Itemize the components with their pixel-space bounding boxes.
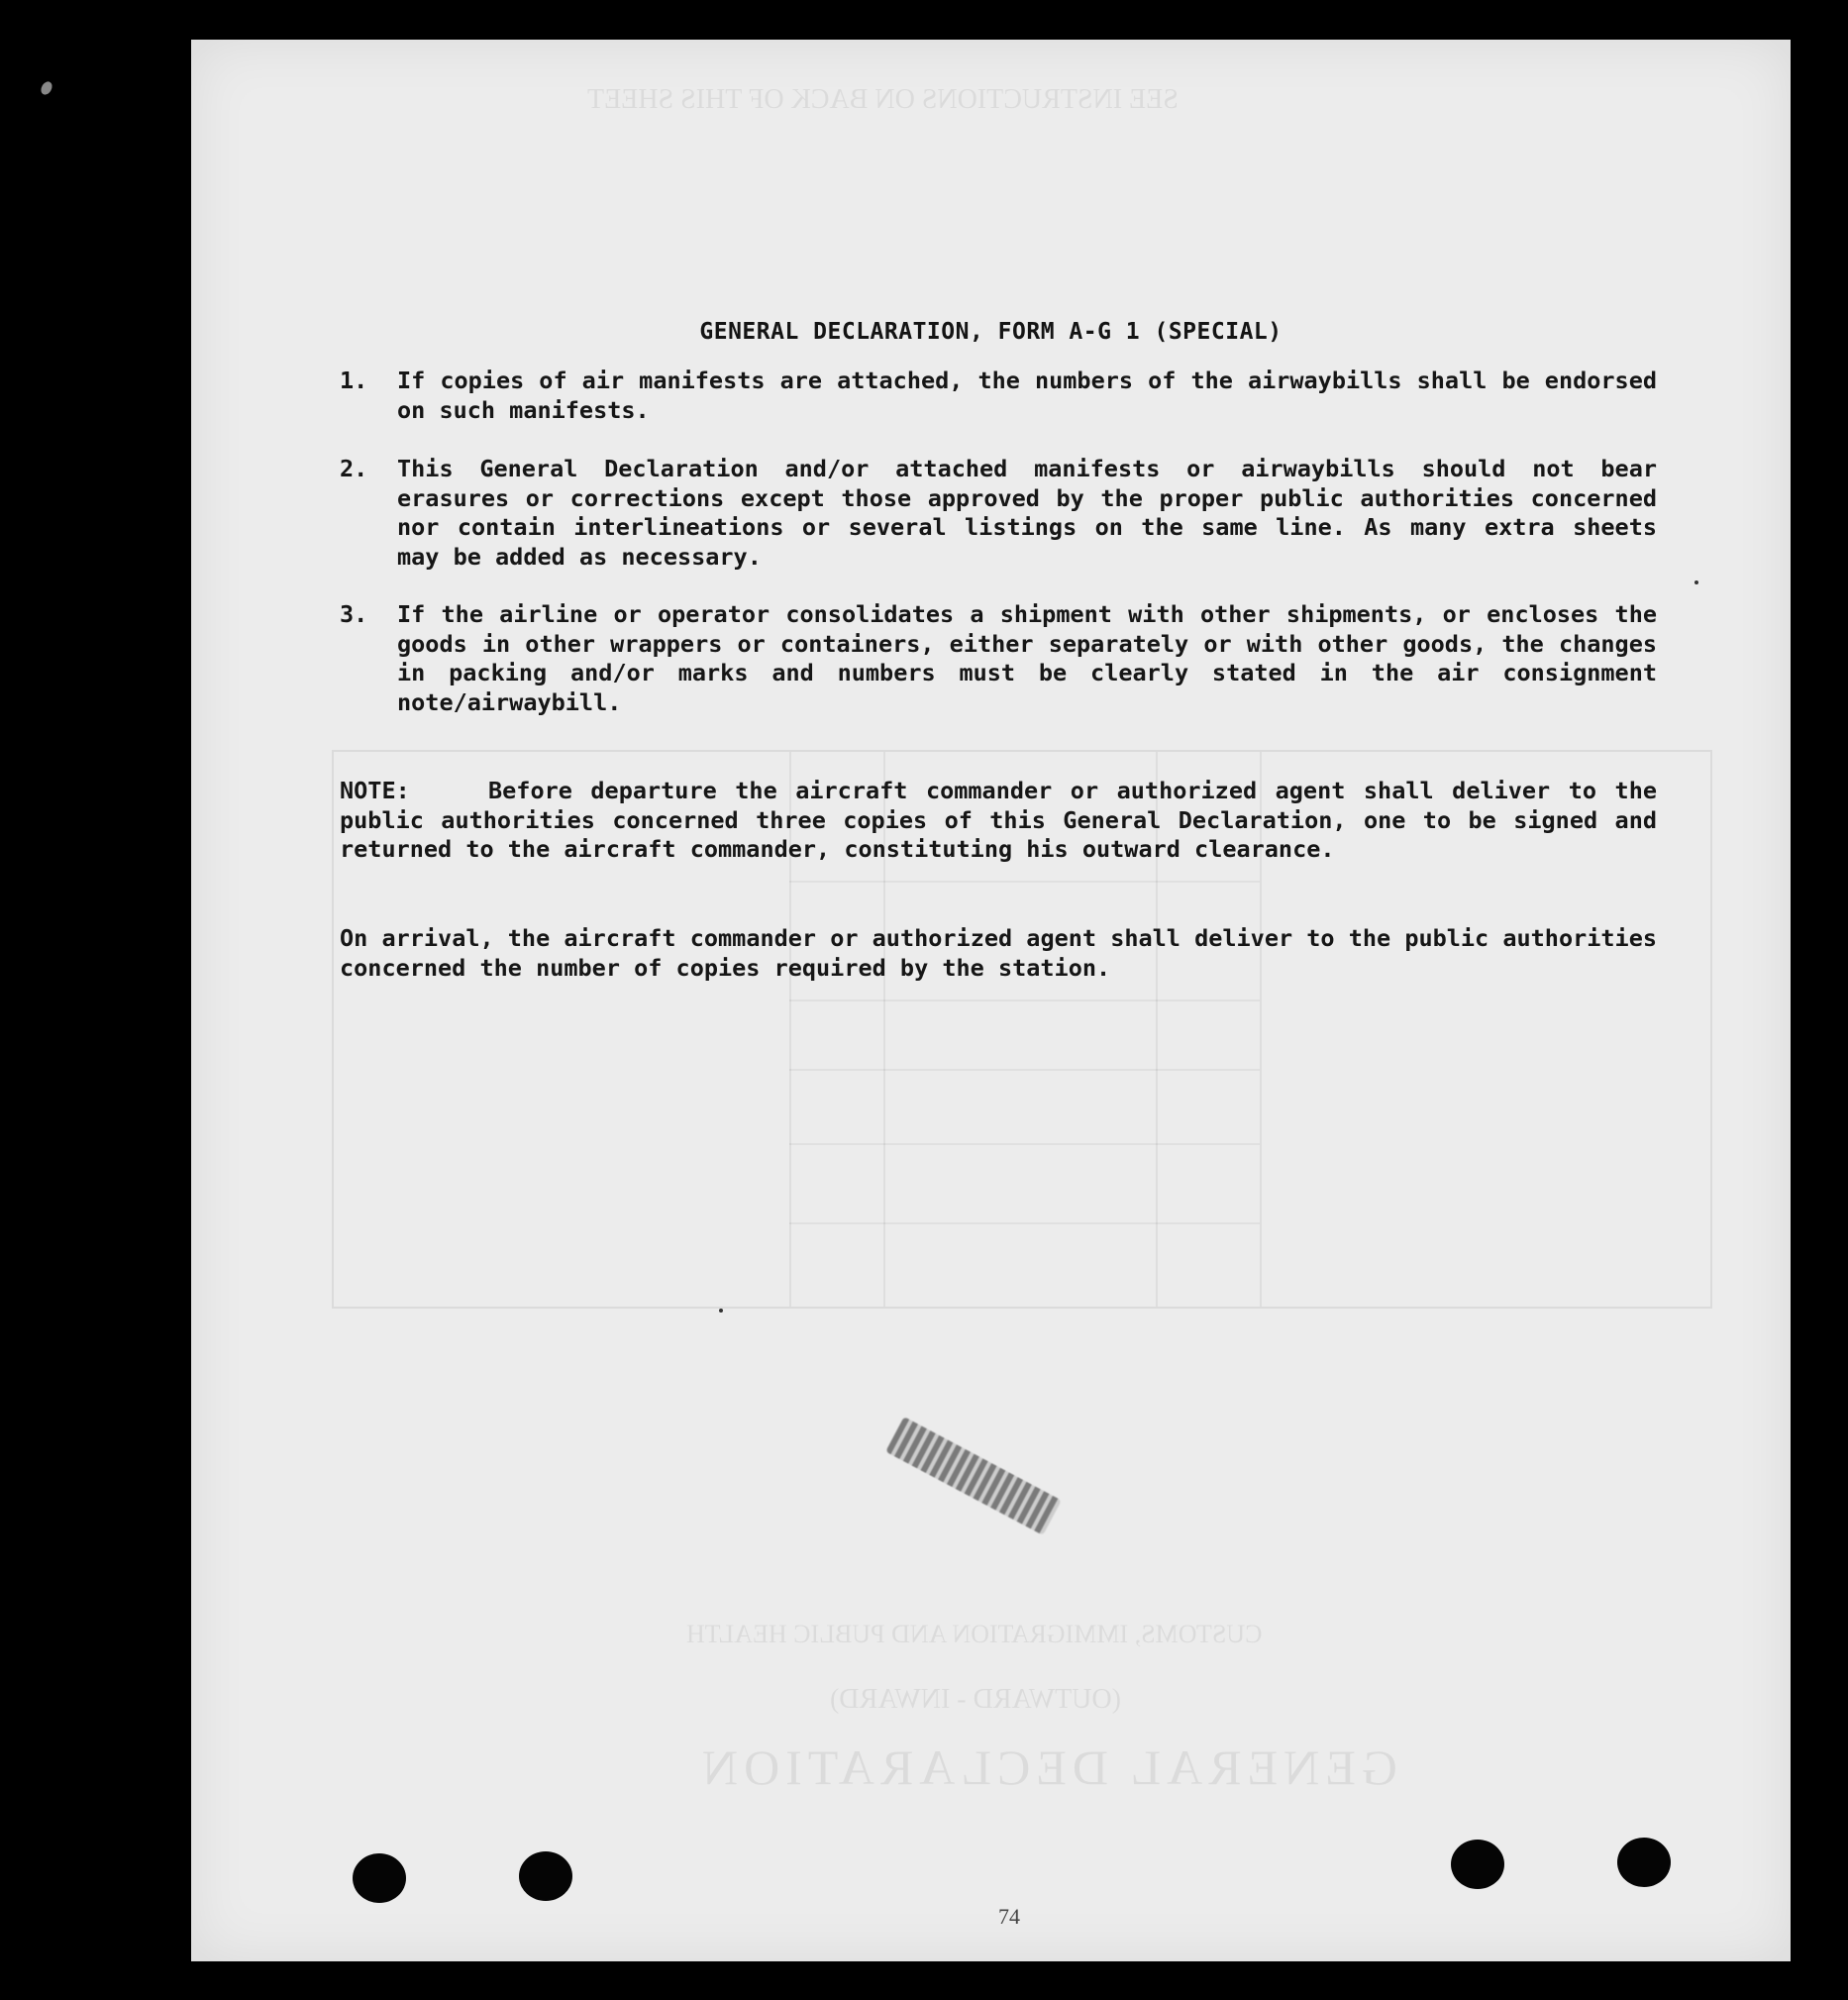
ghost-heading: GENERAL DECLARATION [696,1739,1397,1795]
item-text: This General Declaration and/or attached manifests or airwaybills should not bear erasures or corrections except those approved by the proper public authorities concerned nor contain interlineations or several listings on the same line. As many extra sheets may be added as necessary. [397,455,1657,571]
ghost-top-banner: SEE INSTRUCTIONS ON BACK OF THIS SHEET [587,84,1179,115]
item-number: 3. [340,600,368,628]
ghost-subheading: (OUTWARD - INWARD) [830,1684,1121,1715]
punch-hole [353,1853,406,1903]
punch-hole [1617,1838,1671,1887]
ghost-agencies: CUSTOMS, IMMIGRATION AND PUBLIC HEALTH [686,1620,1263,1648]
item-number: 1. [340,367,368,394]
page-number: 74 [998,1904,1020,1929]
border-speck [39,79,54,96]
punch-hole [519,1851,572,1901]
item-number: 2. [340,455,368,482]
speck [1694,580,1698,584]
stamp-mark [885,1417,1062,1535]
list-item [340,367,1657,425]
note-text: Before departure the aircraft commander or authorized agent shall deliver to the public authorities concerned three copies of this General Declaration, one to be signed and returned to the aircraft commander, constituting his outward clearance. [340,777,1657,863]
item-text: If the airline or operator consolidates a shipment with other shipments, or encloses the goods in other wrappers or containers, either separately or with other goods, the changes in packing and/or marks and numbers must be clearly stated in the air consignment note/airwaybill. [397,600,1657,716]
item-text: If copies of air manifests are attached, the numbers of the airwaybills shall be endorsed on such manifests. [397,367,1657,424]
arrival-paragraph: On arrival, the aircraft commander or authorized agent shall deliver to the public authorities concerned the number of copies required by the station. [340,924,1657,982]
page-title: GENERAL DECLARATION, FORM A-G 1 (SPECIAL) [699,319,1283,345]
punch-hole [1451,1840,1504,1889]
note-paragraph [340,777,1657,865]
list-item [340,600,1657,717]
speck [719,1309,723,1313]
document-page [191,40,1791,1961]
note-label: NOTE: [340,777,410,804]
list-item [340,455,1657,572]
